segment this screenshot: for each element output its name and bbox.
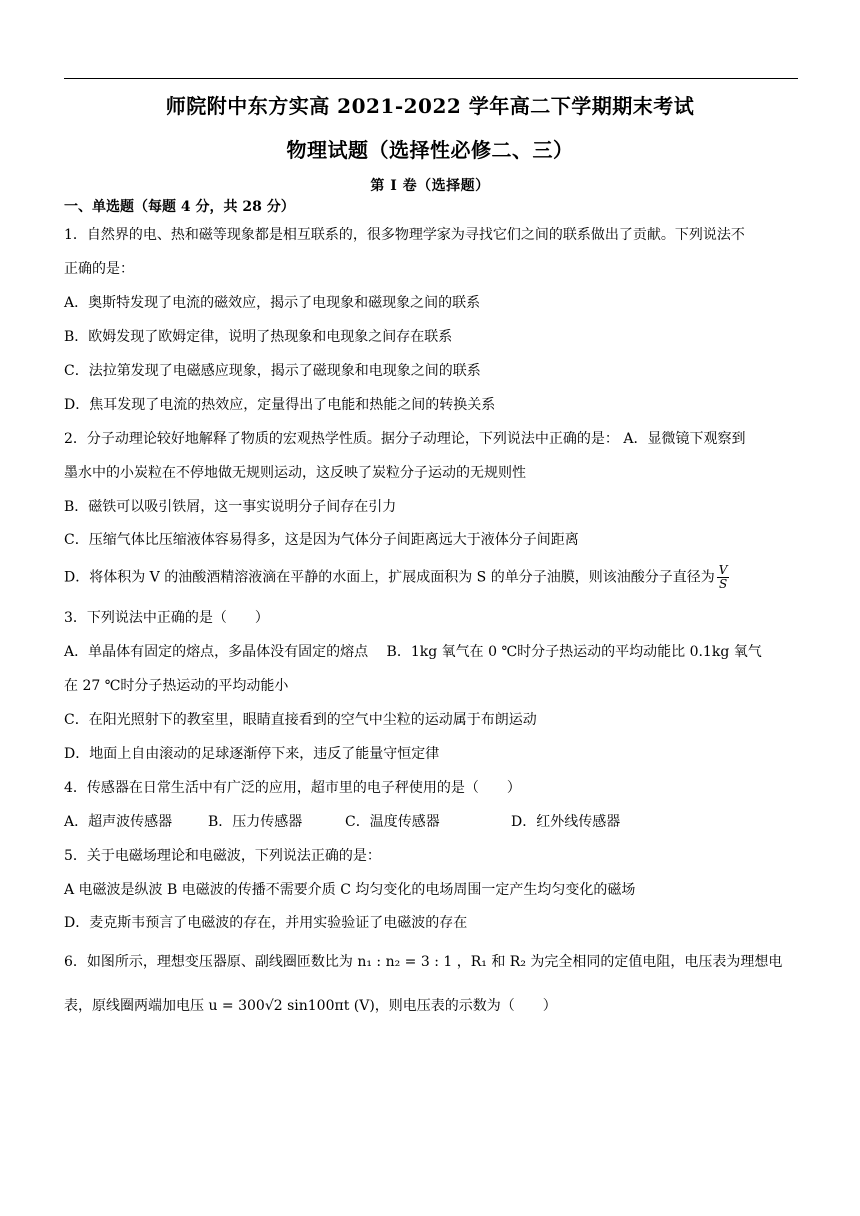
section-heading: 一、单选题（每题 4 分，共 28 分） [64,199,295,215]
top-rule [64,78,798,79]
diameter-fraction [717,564,730,591]
q4-option-c: C．温度传感器 [345,814,440,830]
q3-option-d: D．地面上自由滚动的足球逐渐停下来，违反了能量守恒定律 [64,746,440,762]
q2-option-b: B．磁铁可以吸引铁屑，这一事实说明分子间存在引力 [64,499,397,515]
q2-option-d [64,564,729,591]
q1-option-c: C．法拉第发现了电磁感应现象，揭示了磁现象和电现象之间的联系 [64,363,481,379]
q2-option-c: C．压缩气体比压缩液体容易得多，这是因为气体分子间距离远大于液体分子间距离 [64,532,579,548]
q6-stem-line1: 6．如图所示，理想变压器原、副线圈匝数比为 n₁ : n₂ = 3 : 1 ，R₁ 和 R₂ 为完全相同的定值电阻，电压表为理想电 [64,954,783,970]
q6-stem-line2: 表，原线圈两端加电压 u = 300√2 sin100πt (V)，则电压表的示数为（ ） [64,998,557,1014]
q3-option-c: C．在阳光照射下的教室里，眼睛直接看到的空气中尘粒的运动属于布朗运动 [64,712,537,728]
q5-stem: 5．关于电磁场理论和电磁波，下列说法正确的是： [64,848,381,864]
volume-label: 第 I 卷（选择题） [370,178,490,194]
q1-stem-line2: 正确的是： [64,261,134,277]
q5-options-abc: A 电磁波是纵波 B 电磁波的传播不需要介质 C 均匀变化的电场周围一定产生均匀变化的磁场 [64,882,636,898]
q3-options-ab-line1: A．单晶体有固定的熔点，多晶体没有固定的熔点 B．1kg 氧气在 0 ℃时分子热运动的平均动能比 0.1kg 氧气 [64,644,762,660]
q3-options-ab-line2: 在 27 ℃时分子热运动的平均动能小 [64,678,289,694]
q2-stem-line1: 2．分子动理论较好地解释了物质的宏观热学性质。据分子动理论，下列说法中正确的是： A．显微镜下观察到 [64,431,746,447]
q3-stem: 3．下列说法中正确的是（ ） [64,610,269,626]
fraction-numerator: V [718,563,728,577]
q4-stem: 4．传感器在日常生活中有广泛的应用，超市里的电子秤使用的是（ ） [64,780,521,796]
q4-option-a: A．超声波传感器 [64,814,173,830]
q1-option-a: A．奥斯特发现了电流的磁效应，揭示了电现象和磁现象之间的联系 [64,295,481,311]
q4-option-d: D．红外线传感器 [511,814,621,830]
q1-option-d: D．焦耳发现了电流的热效应，定量得出了电能和热能之间的转换关系 [64,397,496,413]
q4-option-b: B．压力传感器 [208,814,303,830]
q2-option-d-text: D．将体积为 V 的油酸酒精溶液滴在平静的水面上，扩展成面积为 S 的单分子油膜，则该油酸分子直径为 [64,569,715,586]
q1-option-b: B．欧姆发现了欧姆定律，说明了热现象和电现象之间存在联系 [64,329,453,345]
exam-title: 师院附中东方实高 2021-2022 学年高二下学期期末考试 [165,94,695,118]
q2-stem-line2: 墨水中的小炭粒在不停地做无规则运动，这反映了炭粒分子运动的无规则性 [64,465,526,481]
exam-subtitle: 物理试题（选择性必修二、三） [286,138,574,162]
q5-option-d: D．麦克斯韦预言了电磁波的存在，并用实验验证了电磁波的存在 [64,915,468,931]
fraction-denominator: S [718,577,728,591]
q1-stem-line1: 1．自然界的电、热和磁等现象都是相互联系的，很多物理学家为寻找它们之间的联系做出了贡献。下列说法不 [64,227,745,243]
